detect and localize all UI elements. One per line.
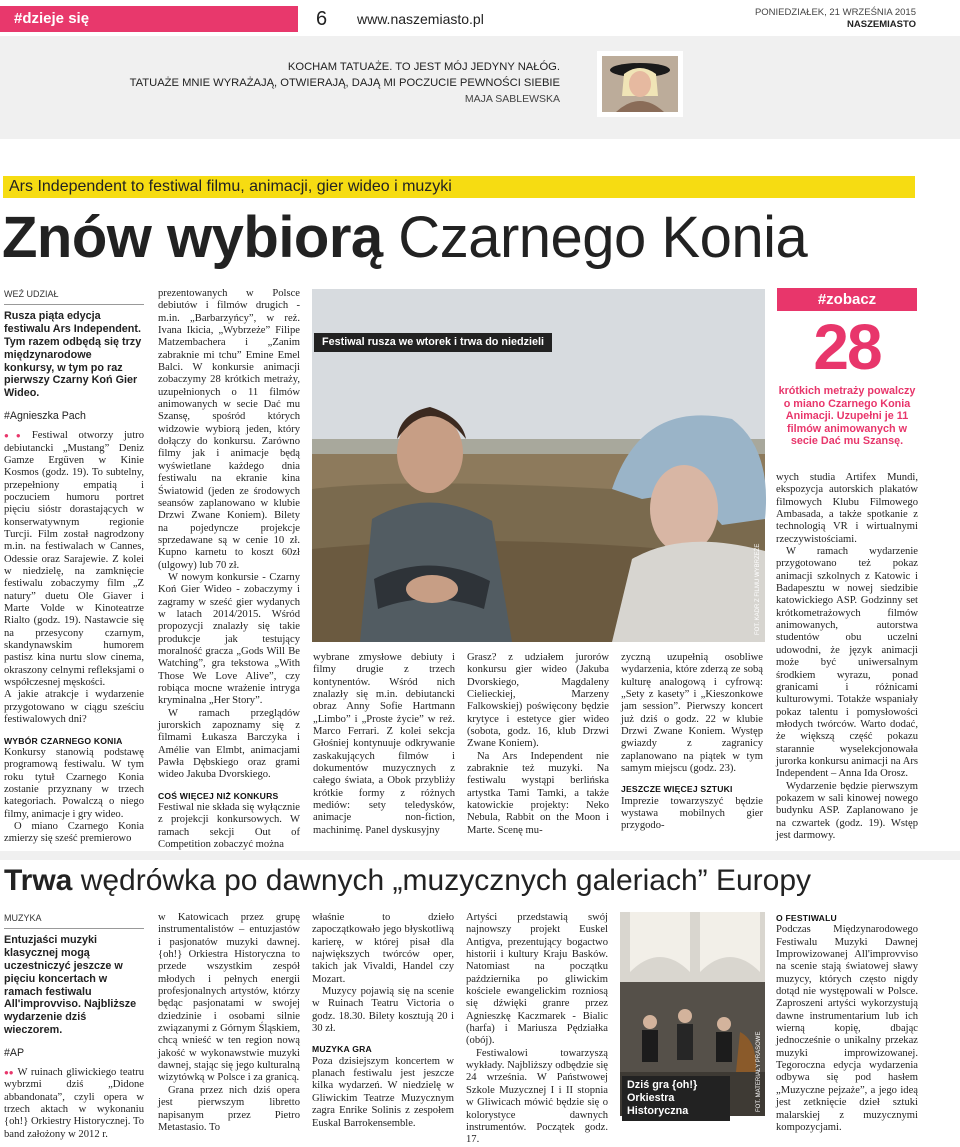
photo-credit: FOT. MATERIAŁY PRASOWE bbox=[756, 1031, 762, 1112]
article1-column-5 bbox=[621, 652, 763, 833]
quote-line-1: KOCHAM TATUAŻE. TO JEST MÓJ JEDYNY NAŁÓG. bbox=[287, 61, 560, 73]
photo-credit: FOT. KADR Z FILMU WYBRZEŻE bbox=[755, 543, 761, 635]
article2-column-1 bbox=[4, 912, 144, 1141]
subheading: COŚ WIĘCEJ NIŻ KONKURS bbox=[158, 790, 279, 801]
headline-light: Czarnego Konia bbox=[382, 205, 808, 270]
article1-photo bbox=[312, 289, 765, 642]
paragraph: W ramach wydarzenie przygotowano też pokaz animacji szkolnych z Katowic i Badapesztu w nowej siedzibie katowickiego ASP. Godzinny set krótkometrażowych filmów animowanych, autorstwa studentów obu uczelni udowodni, że język animacji może być uniwersalnym środkiem wyrazu, ponad granicami i różnicami kulturowymi. Totakże wspaniały pokaz talentu i pomysłowości młodych twórców. Warto dodać, że większą część pokazu starannie wyselekcjonowała jurorka konkursu animacji na Ars Independent – Anna Ida Orosz. bbox=[776, 546, 918, 780]
paragraph: W nowym konkursie - Czarny Koń Gier Wideo - zobaczymy i zagramy w sześć gier wydanych w latach 2014/2015. Wśród propozycji znalazły się takie produkcje jak testujący moralność gracza „Gods Will Be Watching”, gra tekstowa „With Those We Love Alive”, czy robiąca mocne wrażenie intryga kryminalna „Her Story”. bbox=[158, 571, 300, 707]
bullet-dots-icon: ●● bbox=[4, 431, 28, 441]
paragraph: wych studia Artifex Mundi, ekspozycja autorskich plakatów filmowych Klubu Filmowego Ambasada, a także spotkanie z technologią VR i wirtualnymi rzeczywistościami. bbox=[776, 472, 918, 545]
paragraph: A jakie atrakcje i wydarzenie przygotowano w ciągu sześciu festiwalowych dni? bbox=[4, 689, 144, 726]
article2-headline bbox=[4, 862, 811, 900]
zobacz-box bbox=[777, 288, 917, 462]
section-label: WEŹ UDZIAŁ bbox=[4, 288, 144, 305]
paragraph: W ramach przeglądów jurorskich zapoznamy się z filmami Łukasza Barczyka i Amélie van Elmbt, animacjami Pawła Dębskiego oraz grami wideo Jakuba Dvorskiego. bbox=[158, 707, 300, 781]
photo-caption: Festiwal rusza we wtorek i trwa do niedzieli bbox=[314, 333, 552, 352]
article-lead: Rusza piąta edycja festiwalu Ars Independent. Tym razem odbędą się trzy międzynarodowe konkursy, w tym po raz pierwszy Czarny Koń Gier Wideo. bbox=[4, 310, 142, 400]
subheading: MUZYKA GRA bbox=[312, 1044, 372, 1055]
paragraph: zyczną uzupełnią osobliwe wydarzenia, które zderzą ze sobą kulturę analogową i cyfrową: „Sety z kasety” i „Kieszonkowe jam session”. Pierwszy koncert już dziś o godz. 22 w klubie Drzwi Zwane Koniem. Występ gwiazdy z zagranicy zaplanowano na piątek w tym samym miejscu (godz. 23). bbox=[621, 652, 763, 775]
zobacz-text: krótkich metraży powalczy o miano Czarnego Konia Animacji. Uzupełni je 11 filmów animowanych w secie Dać mu Szansę. bbox=[778, 385, 916, 448]
paragraph: ●● Festiwal otworzy jutro debiutancki „Mustang” Deniz Gamze Ergüven w Kinie Kosmos (godz. 19). To subtelny, przepełniony empatią i poczuciem humoru portret pięciu sióstr dorastających w konserwatywnym regionie Turcji. Film został nagrodzony m.in. na festiwalach w Cannes, Odessie oraz Sarajewie. Z kolei w niedzielę, na zamknięcie festiwalu zobaczymy film „Z natury” duetu Ole Giaver i Marte Volde w Kinoteatrze Rialto (godz. 19). Nastawcie się na przesycony czarnym, skandynawskim humorem pastisz kina nurtu slow cinema, okraszony celnymi refleksjami o współczesnej męskości. bbox=[4, 430, 144, 689]
subheading: JESZCZE WIĘCEJ SZTUKI bbox=[621, 784, 733, 795]
paragraph: właśnie to dzieło zapoczątkowało jego błyskotliwą karierę, w której pisał dla największych twórców oper, takich jak Vivaldi, Handel czy Mozart. bbox=[312, 912, 454, 985]
paragraph: Wydarzenie będzie pierwszym pokazem w sali kinowej nowego budynku ASP. Zaplanowano je na czwartek (godz. 19). Wstęp jest darmowy. bbox=[776, 780, 918, 841]
article2-column-4 bbox=[466, 912, 608, 1147]
paragraph: O miano Czarnego Konia zmierzy się sześć premierowo bbox=[4, 820, 144, 845]
portrait-photo bbox=[602, 56, 678, 112]
subheading: WYBÓR CZARNEGO KONIA bbox=[4, 735, 123, 746]
quote-line-2: TATUAŻE MNIE WYRAŻAJĄ, OTWIERAJĄ, DAJĄ MI POCZUCIE PEWNOŚCI SIEBIE bbox=[129, 77, 560, 89]
article1-column-6 bbox=[776, 472, 918, 842]
headline-light: wędrówka po dawnych „muzycznych galeriach” Europy bbox=[72, 864, 812, 897]
quote-author: MAJA SABLEWSKA bbox=[464, 93, 560, 105]
article2-photo bbox=[620, 912, 765, 1116]
article1-column-4 bbox=[467, 652, 609, 837]
photo-caption: Dziś gra {oh!} Orkiestra Historyczna bbox=[622, 1076, 730, 1121]
article-lead: Entuzjaści muzyki klasycznej mogą uczestniczyć jeszcze w pięciu koncertach w ramach festiwalu All'improvviso. Najbliższe wydarzenie dziś wieczorem. bbox=[4, 934, 137, 1036]
paragraph: prezentowanych w Polsce debiutów i filmów drugich - m.in. „Barbarzyńcy”, w reż. Ivana Ikicia, „Wybrzeże” Filipe Matzembachera i „Zanim zabraknie mi tchu” Emine Emel Balci. W konkursie animacji zobaczymy 28 krótkich metraży, uzupełnionych o 11 filmów animowanych w secie Dać mu Szansę, spośród których widzowie wybiorą jeden, który dołączy do konkursu. Zarówno filmy jak i animacje będą wyświetlane każdego dnia festiwalu na ekranie kina Światowid (jeden ze środowych seansów zaplanowano w klubie Drzwi Zwane Koniem). Bilety na pojedyncze projekcje sprzedawane są w cenie 10 zł. Kupno karnetu to koszt 60zł (ulgowy) lub 70 zł. bbox=[158, 288, 300, 571]
paragraph: Muzycy pojawią się na scenie w Ruinach Teatru Victoria o godz. 18.30. Bilety kosztują 20 i 30 zł. bbox=[312, 986, 454, 1035]
article1-column-3 bbox=[313, 652, 455, 837]
paragraph: wybrane zmysłowe debiuty i filmy drugie z trzech kontynentów. Wśród nich znalazły się m.in. debiutancki obraz Anny Sofie Hartmann „Limbo” i „Proste życie” w reż. Marco Ferrari. Z kolei sekcja Głośniej kontynuuje odkrywanie zaskakujących filmów i dokumentów muzycznych z całego świata, a Obok przybliży krótkie formy z różnych mediów: sety teledysków, animacje non-fiction, machinimę. Panel dyskusyjny bbox=[313, 652, 455, 836]
article2-column-6 bbox=[776, 912, 918, 1134]
author-portrait bbox=[597, 51, 683, 117]
article1-column-2 bbox=[158, 288, 300, 851]
quote-banner bbox=[0, 36, 960, 139]
page-header bbox=[0, 0, 960, 36]
website[interactable]: www.naszemiasto.pl bbox=[357, 11, 484, 27]
headline-bold: Znów wybiorą bbox=[2, 205, 383, 270]
article2-column-3 bbox=[312, 912, 454, 1130]
zobacz-number: 28 bbox=[813, 311, 881, 383]
paragraph: Podczas Międzynarodowego Festiwalu Muzyki Dawnej Improwizowanej All'improvviso na scenie stają światowej sławy muzycy, których częstо nigdy dotąd nie występowali w Polsce. Zaproszeni artyści wykorzystują dawne instrumentarium lub ich wierną kopię, dbając jednocześnie o unikalny przekaz muzyki improwizowanej. Tegoroczna edycja wydarzenia odbywa się pod hasłem „Muzyczne pejzaże”, a jego ideą jest zetknięcie dzieł sztuki malarskiej z muzycznymi kompozycjami. bbox=[776, 924, 918, 1133]
header-date: PONIEDZIAŁEK, 21 WRZEŚNIA 2015 bbox=[754, 7, 916, 18]
paragraph: Festiwal nie składa się wyłącznie z projekcji konkursowych. W ramach sekcji Out of Competition zobaczyć można bbox=[158, 802, 300, 851]
article1-kicker: Ars Independent to festiwal filmu, animacji, gier wideo i muzyki bbox=[3, 176, 915, 198]
paragraph: Imprezie towarzyszyć będzie wystawa mobilnych gier przygodo- bbox=[621, 795, 763, 832]
header-brand: NASZEMIASTO bbox=[847, 19, 916, 30]
headline-bold: Trwa bbox=[4, 864, 73, 897]
paragraph: Artyści przedstawią swój najnowszy projekt Euskel Antigva, prezentujący bogactwo historii i kultury Kraju Basków. Natomiast na początku października po gliwickim kościele ewangelickim rozniosą się dźwięki granre przez Agnieszkę Kaczmarek - Bialic (harfa) i Mariusza Pędziałka (obój). bbox=[466, 912, 608, 1047]
article2-column-2 bbox=[158, 912, 300, 1134]
section-divider bbox=[0, 851, 960, 860]
paragraph: w Katowicach przez grupę instrumentalistów – entuzjastów i pasjonatów muzyki dawnej. {oh!} Orkiestra Historyczna to przede wszystkim zespół młodych i pełnych energii profesjonalnych artystów, którzy będąc pasjonatami w swojej dziedzinie i osobami silnie związanymi z Górnym Śląskiem, chcą wnieść w ten region nową jakość w wykonawstwie muzyki dawnej, stając się jego kulturalną wizytówką w Polsce i za granicą. bbox=[158, 912, 300, 1084]
article1-headline bbox=[2, 205, 807, 271]
section-tag: #dzieje się bbox=[0, 6, 298, 32]
bullet-dots-icon: ●● bbox=[4, 1068, 14, 1078]
page-number: 6 bbox=[316, 8, 328, 30]
article-author: #Agnieszka Pach bbox=[4, 409, 86, 422]
subheading: O FESTIWALU bbox=[776, 913, 837, 923]
paragraph: Konkursy stanowią podstawę programową festiwalu. W tym roku tytuł Czarnego Konia zostanie przyznany w trzech kategoriach. Powalczą o niego filmy, animacje i gry wideo. bbox=[4, 746, 144, 820]
zobacz-tag: #zobacz bbox=[777, 288, 917, 311]
paragraph: Poza dzisiejszym koncertem w planach festiwalu jest jeszcze kilka wydarzeń. W niedzielę w Gliwickim Teatrze Muzycznym zagra Enrike Solinis z zespołem Euskal Barrokensemble. bbox=[312, 1055, 454, 1129]
article1-column-1 bbox=[4, 288, 144, 846]
paragraph: Grasz? z udziałem jurorów konkursu gier wideo (Jakuba Dvorskiego, Magdaleny Cielieckiej, Marzeny Falkowskiej) poświęcony będzie krytyce i estetyce gier wideo (sobota, godz. 16, klub Drzwi Zwane Koniem). bbox=[467, 652, 609, 750]
paragraph: ●● W ruinach gliwickiego teatru wybrzmi dziś „Didone abbandonata”, czyli opera w trzech aktach w wykonaniu {oh!} Orkiestry Historycznej. To band założony w 2012 r. bbox=[4, 1067, 144, 1140]
article-author: #AP bbox=[4, 1046, 25, 1059]
paragraph: Grana przez nich dziś opera jest pierwszym librettо napisanym przez Pietro Metastasio. To bbox=[158, 1084, 300, 1133]
section-label: MUZYKA bbox=[4, 912, 144, 929]
paragraph: Na Ars Independent nie zabraknie też muzyki. Na festiwalu wystąpi berlińska artystka Tami Tamki, a także katowickie projekty: Neko Nebula, Rabbit on the Moon i Marte. Scenę mu- bbox=[467, 750, 609, 836]
paragraph: Festiwalowi towarzyszą wykłady. Najbliższy odbędzie się 24 września. W Państwowej Szkole Muzycznej I i II stopnia w Gliwicach mówić będzie się o kolorystyce dawnych instrumentów. Początek godz. 17. bbox=[466, 1047, 608, 1146]
